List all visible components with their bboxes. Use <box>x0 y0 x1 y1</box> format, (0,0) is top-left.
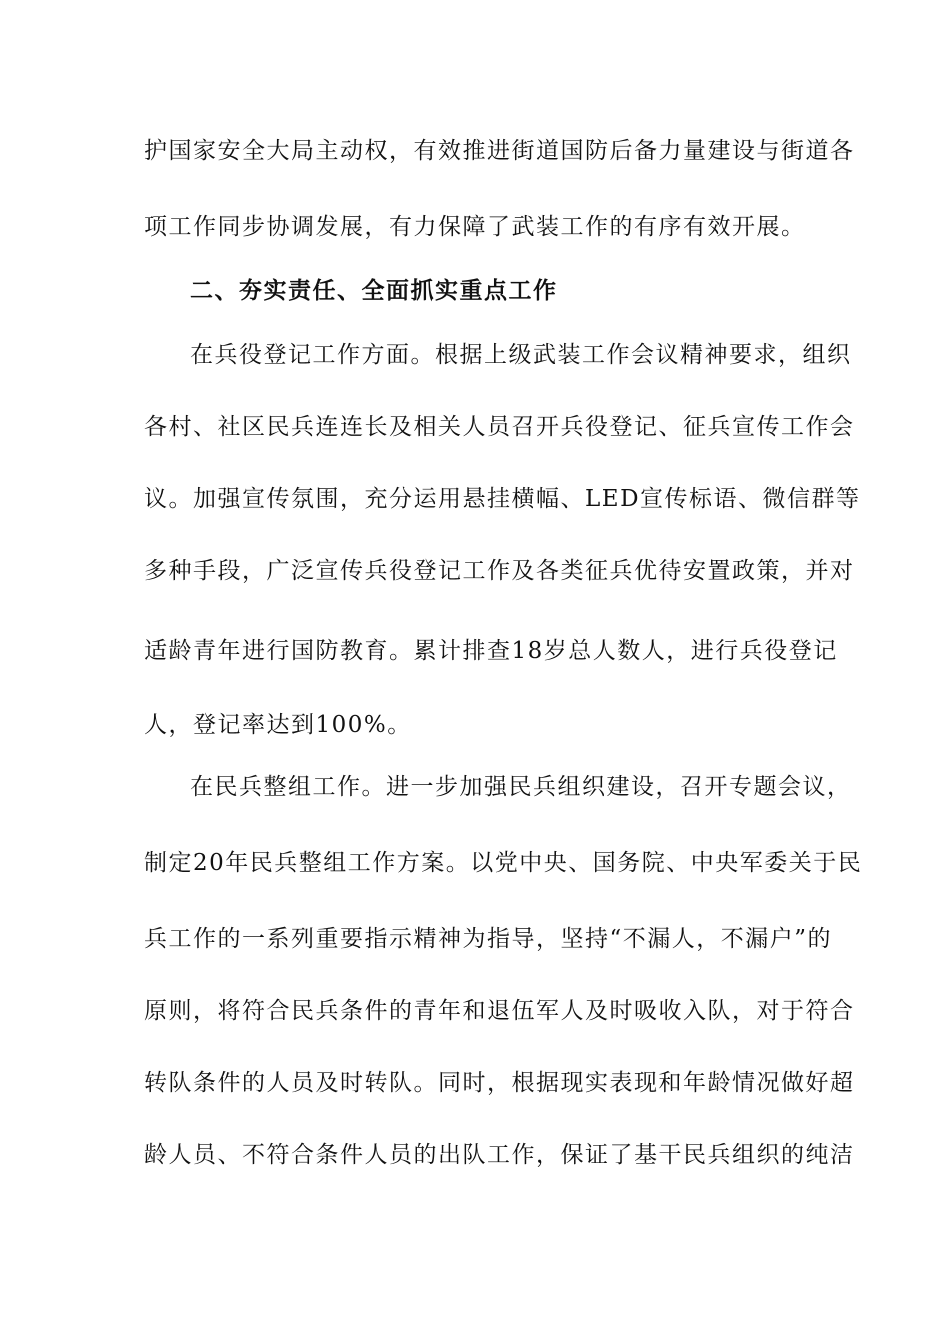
body-text-line: 议。加强宣传氛围，充分运用悬挂横幅、LED宣传标语、微信群等 <box>144 486 861 512</box>
body-text-line: 龄人员、不符合条件人员的出队工作，保证了基干民兵组织的纯洁 <box>144 1142 855 1168</box>
body-text-line: 转队条件的人员及时转队。同时，根据现实表现和年龄情况做好超 <box>144 1070 855 1096</box>
body-text-line: 人，登记率达到100%。 <box>144 712 412 738</box>
body-text-line: 制定20年民兵整组工作方案。以党中央、国务院、中央军委关于民 <box>144 850 863 876</box>
paragraph-start-line: 在兵役登记工作方面。根据上级武装工作会议精神要求，组织 <box>190 342 852 368</box>
body-text-line: 各村、社区民兵连连长及相关人员召开兵役登记、征兵宣传工作会 <box>144 414 855 440</box>
body-text-line: 护国家安全大局主动权，有效推进街道国防后备力量建设与街道各 <box>144 138 855 164</box>
section-heading: 二、夯实责任、全面抓实重点工作 <box>190 277 558 304</box>
body-text-line: 兵工作的一系列重要指示精神为指导，坚持“不漏人，不漏户”的 <box>144 926 833 952</box>
body-text-line: 项工作同步协调发展，有力保障了武装工作的有序有效开展。 <box>144 214 806 240</box>
body-text-line: 多种手段，广泛宣传兵役登记工作及各类征兵优待安置政策，并对 <box>144 558 855 584</box>
paragraph-start-line: 在民兵整组工作。进一步加强民兵组织建设，召开专题会议， <box>190 774 852 800</box>
body-text-line: 原则，将符合民兵条件的青年和退伍军人及时吸收入队，对于符合 <box>144 998 855 1024</box>
body-text-line: 适龄青年进行国防教育。累计排查18岁总人数人，进行兵役登记 <box>144 638 838 664</box>
